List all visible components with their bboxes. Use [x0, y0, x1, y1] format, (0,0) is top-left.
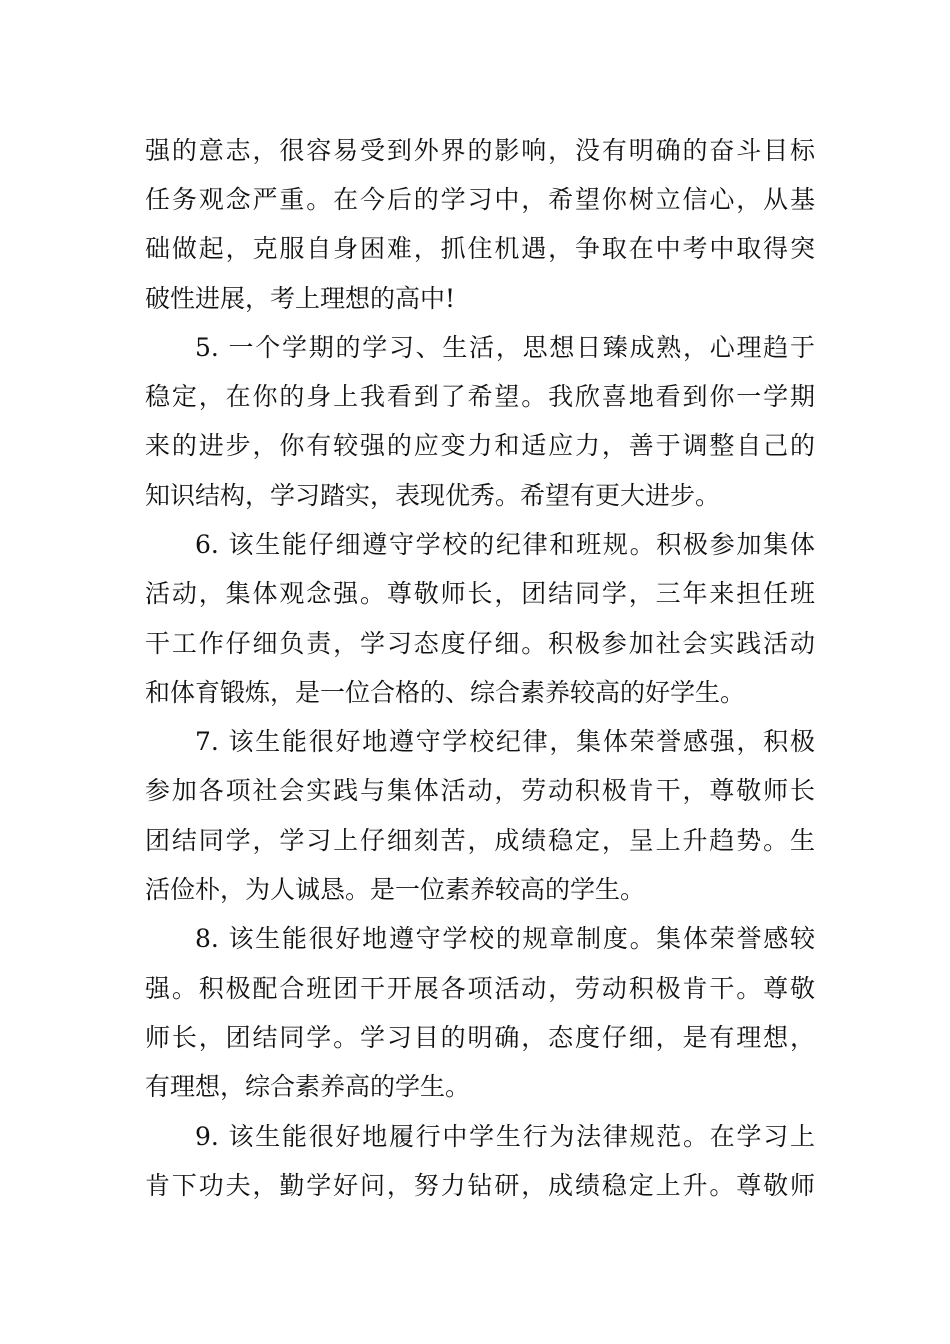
paragraph-first-line: 8. 该生能很好地遵守学校的规章制度。集体荣誉感较: [195, 924, 815, 953]
paragraph-first-line: 6. 该生能仔细遵守学校的纪律和班规。积极参加集体: [195, 530, 815, 559]
text-line: 参加各项社会实践与集体活动，劳动积极肯干，尊敬师长: [145, 776, 815, 805]
text-line: 破性进展，考上理想的高中!: [145, 284, 456, 313]
text-line: 有理想，综合素养高的学生。: [145, 1072, 471, 1101]
text-line: 干工作仔细负责，学习态度仔细。积极参加社会实践活动: [145, 629, 815, 658]
text-line: 知识结构，学习踏实，表现优秀。希望有更大进步。: [145, 481, 721, 510]
text-line: 肯下功夫，勤学好问，努力钻研，成绩稳定上升。尊敬师: [145, 1171, 815, 1200]
text-line: 强。积极配合班团干开展各项活动，劳动积极肯干。尊敬: [145, 974, 815, 1003]
text-line: 活俭朴，为人诚恳。是一位素养较高的学生。: [145, 875, 646, 904]
text-line: 强的意志，很容易受到外界的影响，没有明确的奋斗目标: [145, 136, 815, 165]
paragraph-first-line: 5. 一个学期的学习、生活，思想日臻成熟，心理趋于: [195, 333, 815, 362]
text-line: 团结同学，学习上仔细刻苦，成绩稳定，呈上升趋势。生: [145, 826, 815, 855]
paragraph-first-line: 7. 该生能很好地遵守学校纪律，集体荣誉感强，积极: [195, 727, 815, 756]
text-line: 师长，团结同学。学习目的明确，态度仔细，是有理想，: [145, 1023, 815, 1052]
text-line: 任务观念严重。在今后的学习中，希望你树立信心，从基: [145, 185, 815, 214]
text-line: 础做起，克服自身困难，抓住机遇，争取在中考中取得突: [145, 234, 815, 263]
paragraph-first-line: 9. 该生能很好地履行中学生行为法律规范。在学习上: [195, 1122, 815, 1151]
text-line: 活动，集体观念强。尊敬师长，团结同学，三年来担任班: [145, 579, 815, 608]
text-line: 稳定，在你的身上我看到了希望。我欣喜地看到你一学期: [145, 382, 815, 411]
text-line: 和体育锻炼，是一位合格的、综合素养较高的好学生。: [145, 678, 746, 707]
text-line: 来的进步，你有较强的应变力和适应力，善于调整自己的: [145, 431, 815, 460]
